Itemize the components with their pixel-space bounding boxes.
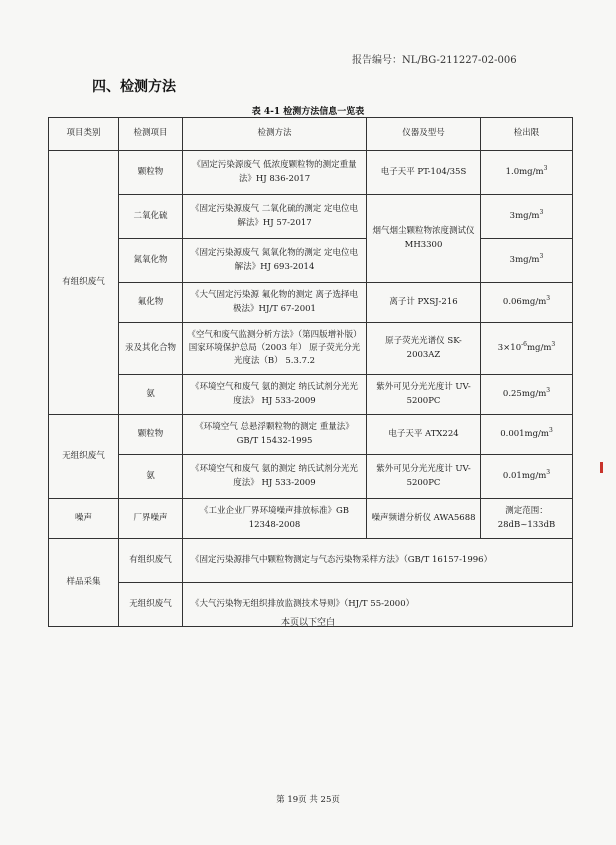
unit-exponent: 3 xyxy=(546,387,551,395)
limit-cell xyxy=(481,375,573,415)
item-cell: 氟化物 xyxy=(119,283,183,323)
table-row xyxy=(49,375,573,415)
item-cell: 无组织废气 xyxy=(119,583,183,627)
item-cell: 汞及其化合物 xyxy=(119,323,183,375)
method-cell: 《环境空气和废气 氨的测定 纳氏试剂分光光度法》 HJ 533-2009 xyxy=(183,375,367,415)
method-cell: 《环境空气和废气 氨的测定 纳氏试剂分光光度法》 HJ 533-2009 xyxy=(183,455,367,499)
blank-below-note: 本页以下空白 xyxy=(280,618,335,628)
instrument-cell: 噪声频谱分析仪 AWA5688 xyxy=(367,499,481,539)
item-cell: 二氧化硫 xyxy=(119,195,183,239)
item-cell: 氨 xyxy=(119,455,183,499)
method-cell: 《工业企业厂界环境噪声排放标准》GB 12348-2008 xyxy=(183,499,367,539)
category-cell: 有组织废气 xyxy=(49,151,119,415)
method-cell: 《固定污染源废气 低浓度颗粒物的测定重量法》HJ 836-2017 xyxy=(183,151,367,195)
unit-exponent: 3 xyxy=(543,165,548,173)
limit-value: 3mg/m xyxy=(509,210,540,221)
method-cell: 《固定污染源排气中颗粒物测定与气态污染物采样方法》（GB/T 16157-1996） xyxy=(183,539,573,583)
unit-exponent: 3 xyxy=(539,209,544,217)
item-cell: 颗粒物 xyxy=(119,415,183,455)
limit-cell xyxy=(481,283,573,323)
table-row xyxy=(49,499,573,539)
header-item: 检测项目 xyxy=(119,118,183,151)
table-row xyxy=(49,539,573,583)
limit-cell xyxy=(481,239,573,283)
table-row xyxy=(49,195,573,239)
edge-stamp-mark xyxy=(600,462,603,473)
page-footer: 第 19页 共 25页 xyxy=(276,795,340,805)
instrument-cell: 烟气烟尘颗粒物浓度测试仪 MH3300 xyxy=(367,195,481,283)
instrument-cell: 电子天平 PT-104/35S xyxy=(367,151,481,195)
method-cell: 《环境空气 总悬浮颗粒物的测定 重量法》GB/T 15432-1995 xyxy=(183,415,367,455)
unit-exponent: 3 xyxy=(548,427,553,435)
table-row xyxy=(49,239,573,283)
table-row xyxy=(49,415,573,455)
category-cell: 噪声 xyxy=(49,499,119,539)
table-row xyxy=(49,323,573,375)
limit-cell: 测定范围：28dB~133dB xyxy=(481,499,573,539)
table-row xyxy=(49,151,573,195)
instrument-cell: 原子荧光光谱仪 SK-2003AZ xyxy=(367,323,481,375)
limit-value: 3mg/m xyxy=(509,254,540,265)
report-number: 报告编号：NL/BG-211227-02-006 xyxy=(352,55,517,66)
method-cell: 《固定污染源废气 氮氧化物的测定 定电位电解法》HJ 693-2014 xyxy=(183,239,367,283)
item-cell: 氨 xyxy=(119,375,183,415)
header-category: 项目类别 xyxy=(49,118,119,151)
method-cell: 《空气和废气监测分析方法》（第四版增补版）国家环境保护总局（2003 年） 原子荧光分光光度法（B） 5.3.7.2 xyxy=(183,323,367,375)
limit-value: 3×10 xyxy=(497,342,522,353)
item-cell: 厂界噪声 xyxy=(119,499,183,539)
limit-cell xyxy=(481,151,573,195)
unit-exponent: 3 xyxy=(546,469,551,477)
table-header-row xyxy=(49,118,573,151)
category-cell: 无组织废气 xyxy=(49,415,119,499)
method-cell: 《大气固定污染源 氟化物的测定 离子选择电极法》HJ/T 67-2001 xyxy=(183,283,367,323)
section-title: 四、检测方法 xyxy=(92,79,176,95)
limit-value: 1.0mg/m xyxy=(505,166,544,177)
item-cell: 氮氧化物 xyxy=(119,239,183,283)
unit-exponent: 3 xyxy=(551,341,556,349)
instrument-cell: 紫外可见分光光度计 UV-5200PC xyxy=(367,455,481,499)
limit-value: 0.25mg/m xyxy=(502,388,547,399)
item-cell: 有组织废气 xyxy=(119,539,183,583)
limit-cell xyxy=(481,455,573,499)
instrument-cell: 电子天平 ATX224 xyxy=(367,415,481,455)
instrument-cell: 紫外可见分光光度计 UV-5200PC xyxy=(367,375,481,415)
limit-value: 0.001mg/m xyxy=(500,428,549,439)
limit-unit: mg/m xyxy=(526,342,552,353)
limit-value: 0.06mg/m xyxy=(502,296,547,307)
limit-value: 0.01mg/m xyxy=(502,470,547,481)
header-method: 检测方法 xyxy=(183,118,367,151)
category-cell: 样品采集 xyxy=(49,539,119,627)
instrument-cell: 离子计 PXSJ-216 xyxy=(367,283,481,323)
table-row xyxy=(49,283,573,323)
method-cell: 《大气污染物无组织排放监测技术导则》（HJ/T 55-2000） xyxy=(183,583,573,627)
item-cell: 颗粒物 xyxy=(119,151,183,195)
limit-exponent: -6 xyxy=(521,341,527,349)
limit-cell xyxy=(481,323,573,375)
limit-cell xyxy=(481,415,573,455)
header-instrument: 仪器及型号 xyxy=(367,118,481,151)
table-caption: 表 4-1 检测方法信息一览表 xyxy=(251,107,365,117)
method-cell: 《固定污染源废气 二氧化硫的测定 定电位电解法》HJ 57-2017 xyxy=(183,195,367,239)
unit-exponent: 3 xyxy=(546,295,551,303)
detection-methods-table xyxy=(48,117,573,627)
unit-exponent: 3 xyxy=(539,253,544,261)
table-row xyxy=(49,455,573,499)
limit-cell xyxy=(481,195,573,239)
header-limit: 检出限 xyxy=(481,118,573,151)
